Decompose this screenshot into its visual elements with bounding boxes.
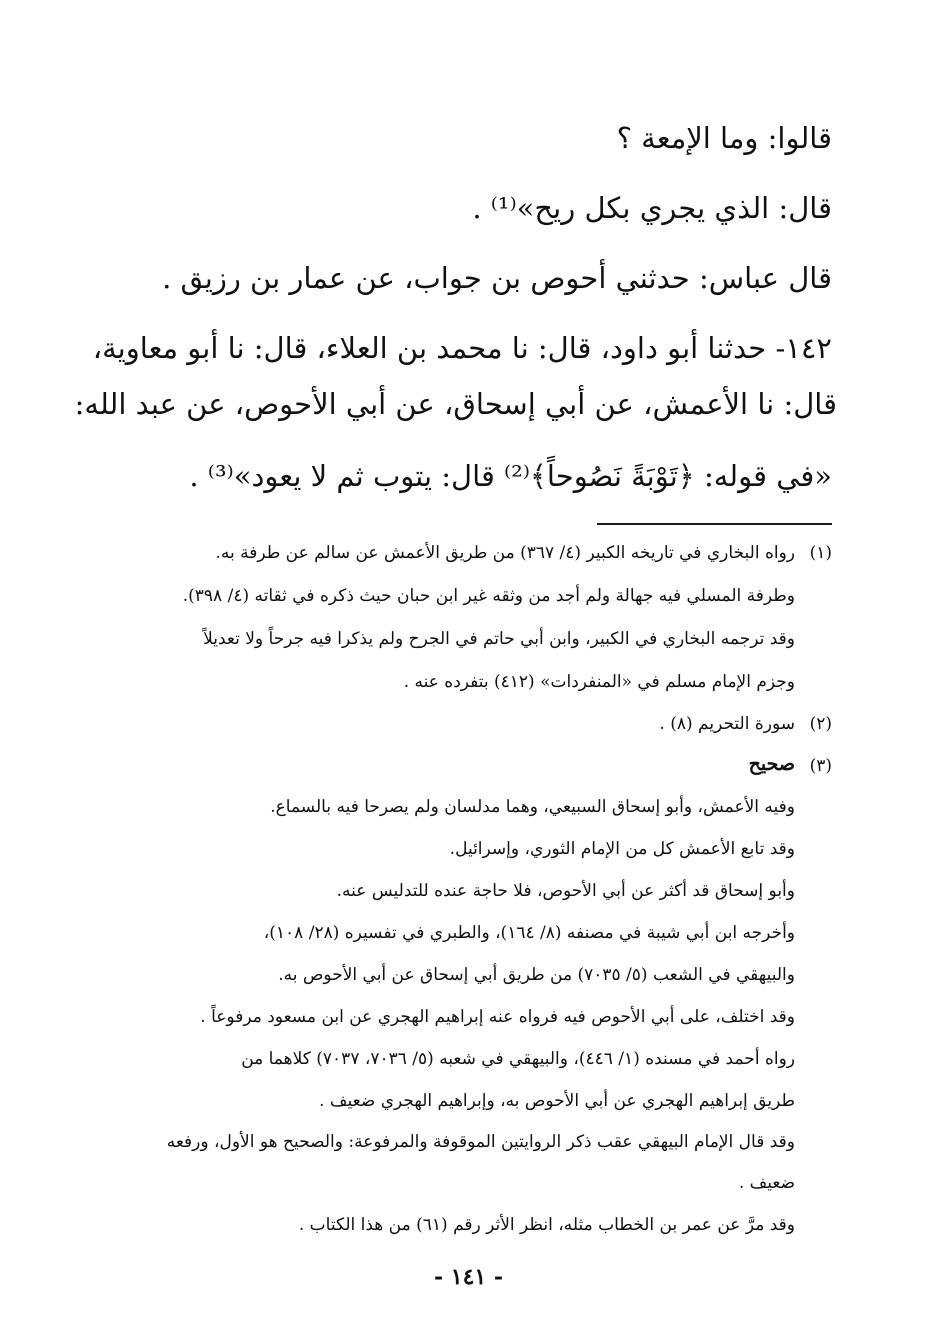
footnote-1-marker: (١)	[809, 543, 832, 563]
footnote-3-line-5: والبيهقي في الشعب (٥/ ٧٠٣٥) من طريق أبي إسحاق عن أبي الأحوص به.	[278, 965, 795, 985]
footnote-3-line-3: وأبو إسحاق قد أكثر عن أبي الأحوص، فلا حاجة عنده للتدليس عنه.	[336, 881, 795, 901]
footnote-2-marker: (٢)	[809, 714, 832, 734]
footnote-3-line-7: رواه أحمد في مسنده (١/ ٤٤٦)، والبيهقي في شعبه (٥/ ٧٠٣٦، ٧٠٣٧) كلاهما من	[241, 1049, 795, 1069]
main-text-line-4: ١٤٢- حدثنا أبو داود، قال: نا محمد بن العلاء، قال: نا أبو معاوية،	[92, 331, 832, 365]
footnote-3-marker: (٣)	[809, 756, 832, 776]
page-number: - ١٤١ -	[433, 1264, 504, 1290]
main-text-line-1: قالوا: وما الإمعة ؟	[616, 121, 832, 155]
footnote-1-line-1: رواه البخاري في تاريخه الكبير (٤/ ٣٦٧) من طريق الأعمش عن سالم عن طرفة به.	[215, 543, 795, 563]
footnote-3-line-6: وقد اختلف، على أبي الأحوص فيه فرواه عنه إبراهيم الهجري عن ابن مسعود مرفوعاً .	[200, 1007, 795, 1027]
main-text-line-6: «في قوله: ﴿تَوْبَةً نَصُوحاً﴾⁽²⁾ قال: يتوب ثم لا يعود»⁽³⁾ .	[189, 459, 832, 493]
footnote-3-line-9: وقد قال الإمام البيهقي عقب ذكر الروايتين الموقوفة والمرفوعة: والصحيح هو الأول، ورفعه	[166, 1132, 795, 1152]
main-text-line-2: قال: الذي يجري بكل ريح»⁽¹⁾ .	[472, 191, 832, 225]
footnote-3-line-4: وأخرجه ابن أبي شيبة في مصنفه (٨/ ١٦٤)، والطبري في تفسيره (٢٨/ ١٠٨)،	[263, 923, 795, 943]
footnote-1-line-4: وجزم الإمام مسلم في «المنفردات» (٤١٢) بتفرده عنه .	[403, 672, 795, 692]
main-text-line-5: قال: نا الأعمش، عن أبي إسحاق، عن أبي الأحوص، عن عبد الله:	[74, 387, 837, 421]
footnote-3-line-11: وقد مرَّ عن عمر بن الخطاب مثله، انظر الأثر رقم (٦١) من هذا الكتاب .	[298, 1215, 795, 1235]
footnote-3-heading: صحيح	[748, 753, 795, 775]
footnote-3-line-1: وفيه الأعمش، وأبو إسحاق السبيعي، وهما مدلسان ولم يصرحا فيه بالسماع.	[270, 797, 795, 817]
footnote-1-line-3: وقد ترجمه البخاري في الكبير، وابن أبي حاتم في الجرح ولم يذكرا فيه جرحاً ولا تعديلاً	[203, 629, 795, 649]
footnote-divider	[597, 523, 832, 525]
footnote-3-line-10: ضعيف .	[738, 1173, 795, 1193]
footnote-3-line-2: وقد تابع الأعمش كل من الإمام الثوري، وإسرائيل.	[449, 839, 795, 859]
footnote-2-line: سورة التحريم (٨) .	[659, 714, 795, 734]
footnote-1-line-2: وطرفة المسلي فيه جهالة ولم أجد من وثقه غير ابن حبان حيث ذكره في ثقاته (٤/ ٣٩٨).	[182, 586, 795, 606]
footnote-3-line-8: طريق إبراهيم الهجري عن أبي الأحوص به، وإبراهيم الهجري ضعيف .	[319, 1091, 795, 1111]
main-text-line-3: قال عباس: حدثني أحوص بن جواب، عن عمار بن رزيق .	[162, 261, 832, 295]
